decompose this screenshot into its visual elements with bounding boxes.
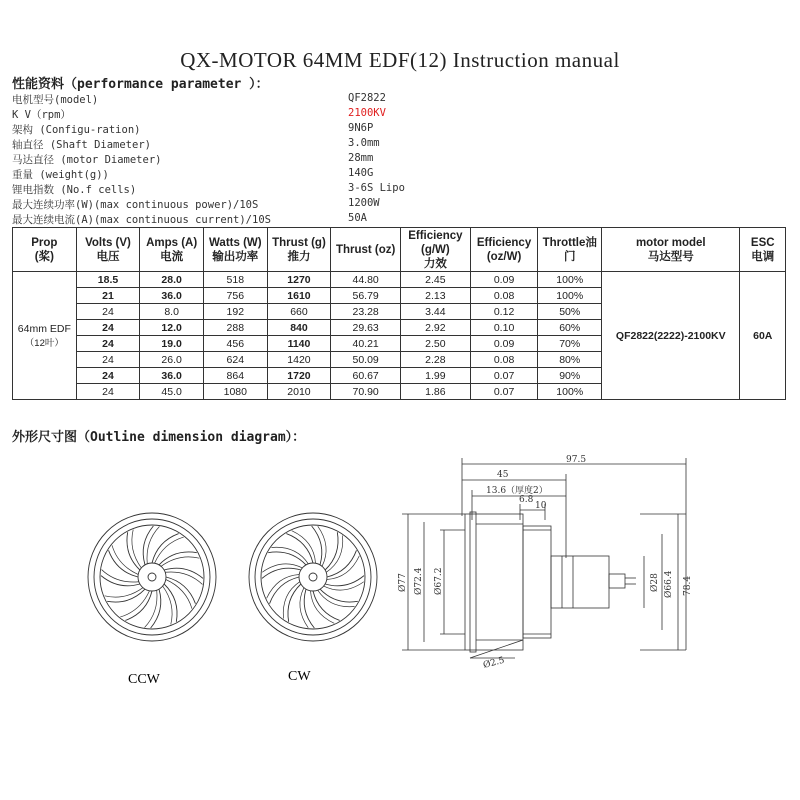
param-value: 1200W — [348, 197, 380, 209]
dim-10: 10 — [535, 501, 547, 511]
dim-77: Ø77 — [398, 573, 408, 592]
column-header-en: ESC — [750, 236, 775, 249]
table-cell-thrust-g: 1720 — [267, 368, 331, 384]
param-value: 2100KV — [348, 107, 386, 119]
fan-blade — [325, 532, 338, 570]
table-cell-amps: 8.0 — [140, 304, 204, 320]
column-header-zh: 马达型号 — [647, 250, 694, 263]
param-label: K V（rpm） — [12, 109, 71, 121]
param-row — [12, 197, 432, 212]
outline-dimension-diagram — [0, 450, 800, 800]
table-cell-thrust-g: 1270 — [267, 272, 331, 288]
param-value: 28mm — [348, 152, 374, 164]
column-header-zh: 输出功率 — [212, 250, 259, 263]
param-value: 3-6S Lipo — [348, 182, 405, 194]
fan-blade — [166, 577, 195, 604]
column-header-en: motor model — [635, 236, 706, 249]
table-cell-eff-oz: 0.08 — [470, 288, 538, 304]
fan-blade — [262, 568, 301, 578]
page-title: QX-MOTOR 64MM EDF(12) Instruction manual — [180, 48, 620, 72]
param-label: 重量 (weight(g)) — [12, 169, 109, 181]
table-cell-thrust-oz: 23.28 — [331, 304, 401, 320]
table-cell-thrust-oz: 40.21 — [331, 336, 401, 352]
dim-72-4: Ø72.4 — [414, 567, 424, 595]
param-label: 马达直径 (motor Diameter) — [12, 154, 162, 166]
table-cell-watts: 518 — [203, 272, 267, 288]
param-row — [12, 122, 432, 137]
column-header — [13, 228, 77, 272]
column-header-zh: 推力 — [287, 250, 311, 263]
param-value: 140G — [348, 167, 374, 179]
column-header-en: Efficiency — [476, 236, 532, 249]
table-cell-thrust-g: 1420 — [267, 352, 331, 368]
table-cell-throttle: 50% — [538, 304, 602, 320]
fan-blade — [304, 589, 314, 628]
param-label: 电机型号(model) — [12, 94, 99, 106]
table-cell-thrust-g: 660 — [267, 304, 331, 320]
column-header-zh: 电压 — [96, 250, 120, 263]
column-header-en: Prop — [31, 236, 58, 249]
table-cell-eff-g: 1.86 — [401, 384, 471, 400]
param-row — [12, 182, 432, 197]
param-row — [12, 92, 432, 107]
table-cell-thrust-g: 2010 — [267, 384, 331, 400]
column-header — [331, 228, 401, 272]
column-header — [76, 228, 140, 272]
table-cell-throttle: 60% — [538, 320, 602, 336]
param-value: QF2822 — [348, 92, 386, 104]
fan-blade — [313, 591, 340, 620]
dim-66-4: Ø66.4 — [664, 570, 674, 598]
table-cell-amps: 26.0 — [140, 352, 204, 368]
column-header-en: Thrust (g) — [272, 236, 326, 249]
fan-blade — [270, 577, 299, 604]
esc-cell: 60A — [740, 272, 786, 400]
table-cell-eff-oz: 0.10 — [470, 320, 538, 336]
table-cell-throttle: 80% — [538, 352, 602, 368]
param-value: 9N6P — [348, 122, 374, 134]
param-label: 轴直径 (Shaft Diameter) — [12, 139, 151, 151]
column-header-en: Efficiency — [408, 229, 463, 242]
table-cell-throttle: 90% — [538, 368, 602, 384]
table-cell-eff-g: 3.44 — [401, 304, 471, 320]
table-cell-eff-oz: 0.12 — [470, 304, 538, 320]
param-row — [12, 212, 432, 227]
column-header-zh: 电调 — [751, 250, 775, 263]
dim-13-6: 13.6（厚度2） — [486, 486, 548, 496]
column-header-zh: (桨) — [34, 250, 54, 263]
ccw-fan-drawing — [88, 513, 216, 641]
table-cell-throttle: 100% — [538, 288, 602, 304]
table-cell-volts: 21 — [76, 288, 140, 304]
param-row — [12, 107, 432, 122]
table-cell-eff-oz: 0.07 — [470, 368, 538, 384]
table-cell-eff-oz: 0.09 — [470, 272, 538, 288]
column-header — [538, 228, 602, 272]
table-cell-thrust-g: 1610 — [267, 288, 331, 304]
table-cell-eff-oz: 0.08 — [470, 352, 538, 368]
table-cell-thrust-g: 1140 — [267, 336, 331, 352]
param-value: 50A — [348, 212, 367, 224]
performance-table — [12, 227, 786, 400]
table-cell-watts: 456 — [203, 336, 267, 352]
table-cell-thrust-g: 840 — [267, 320, 331, 336]
table-cell-thrust-oz: 56.79 — [331, 288, 401, 304]
table-cell-amps: 19.0 — [140, 336, 204, 352]
table-cell-thrust-oz: 44.80 — [331, 272, 401, 288]
column-header-en: Volts (V) — [85, 236, 131, 249]
param-value: 3.0mm — [348, 137, 380, 149]
outline-heading: 外形尺寸图（Outline dimension diagram）： — [12, 430, 306, 445]
table-cell-volts: 18.5 — [76, 272, 140, 288]
column-header — [470, 228, 538, 272]
table-cell-volts: 24 — [76, 368, 140, 384]
table-cell-thrust-oz: 29.63 — [331, 320, 401, 336]
table-cell-volts: 24 — [76, 320, 140, 336]
performance-heading: 性能资料（performance parameter ）： — [12, 77, 269, 92]
table-cell-eff-g: 2.45 — [401, 272, 471, 288]
dim-97-5: 97.5 — [566, 455, 587, 465]
table-cell-eff-g: 2.50 — [401, 336, 471, 352]
table-cell-volts: 24 — [76, 384, 140, 400]
table-cell-watts: 864 — [203, 368, 267, 384]
table-cell-amps: 36.0 — [140, 368, 204, 384]
column-header — [401, 228, 471, 272]
motor-model-cell: QF2822(2222)-2100KV — [602, 272, 740, 400]
dim-6-8: 6.8 — [519, 495, 534, 505]
fan-blade — [325, 576, 364, 586]
table-cell-eff-g: 2.92 — [401, 320, 471, 336]
table-cell-eff-g: 1.99 — [401, 368, 471, 384]
prop-blades: （12叶） — [24, 337, 64, 349]
table-cell-throttle: 70% — [538, 336, 602, 352]
column-header — [140, 228, 204, 272]
column-header-zh: 力效 — [423, 257, 447, 270]
param-row — [12, 152, 432, 167]
param-row — [12, 137, 432, 152]
table-cell-amps: 28.0 — [140, 272, 204, 288]
ccw-label: CCW — [128, 672, 160, 687]
fan-blade — [125, 591, 152, 620]
column-header-en: Thrust (oz) — [335, 243, 396, 256]
fan-blade — [320, 589, 358, 602]
fan-blade — [286, 534, 313, 563]
table-cell-throttle: 100% — [538, 384, 602, 400]
dim-2-5: Ø2.5 — [482, 655, 506, 671]
prop-name: 64mm EDF — [17, 322, 71, 335]
column-header-en: Amps (A) — [146, 236, 198, 249]
table-cell-watts: 1080 — [203, 384, 267, 400]
cw-fan-drawing — [249, 513, 377, 641]
column-header — [267, 228, 331, 272]
table-cell-eff-oz: 0.07 — [470, 384, 538, 400]
table-cell-eff-g: 2.28 — [401, 352, 471, 368]
table-cell-thrust-oz: 50.09 — [331, 352, 401, 368]
param-row — [12, 167, 432, 182]
table-cell-watts: 624 — [203, 352, 267, 368]
column-header-en: Watts (W) — [209, 236, 262, 249]
table-cell-throttle: 100% — [538, 272, 602, 288]
table-cell-thrust-oz: 70.90 — [331, 384, 401, 400]
table-cell-volts: 24 — [76, 352, 140, 368]
fan-blade — [312, 526, 322, 565]
table-cell-eff-g: 2.13 — [401, 288, 471, 304]
table-cell-eff-oz: 0.09 — [470, 336, 538, 352]
table-cell-volts: 24 — [76, 304, 140, 320]
cw-label: CW — [288, 669, 311, 684]
parameter-list — [12, 92, 432, 227]
table-row — [13, 272, 786, 288]
prop-cell — [13, 272, 77, 400]
column-header-zh: (g/W) — [420, 243, 450, 256]
fan-blade — [152, 534, 179, 563]
dim-78-4: 78.4 — [683, 575, 693, 596]
param-label: 最大连续功率(W)(max continuous power)/10S — [12, 199, 259, 211]
param-label: 最大连续电流(A)(max continuous current)/10S — [12, 214, 271, 226]
table-cell-thrust-oz: 60.67 — [331, 368, 401, 384]
table-cell-watts: 288 — [203, 320, 267, 336]
column-header — [203, 228, 267, 272]
fan-blade — [288, 584, 301, 622]
column-header-zh: 电流 — [160, 250, 184, 263]
dim-28: Ø28 — [650, 573, 660, 592]
fan-blade — [109, 550, 138, 577]
column-header — [740, 228, 786, 272]
table-cell-volts: 24 — [76, 336, 140, 352]
dim-67-2: Ø67.2 — [434, 567, 444, 595]
table-cell-amps: 45.0 — [140, 384, 204, 400]
fan-blade — [268, 552, 306, 565]
fan-blade — [327, 550, 356, 577]
table-cell-amps: 36.0 — [140, 288, 204, 304]
column-header — [602, 228, 740, 272]
table-header-row — [13, 228, 786, 272]
table-cell-amps: 12.0 — [140, 320, 204, 336]
param-label: 架构 (Configu-ration) — [12, 124, 141, 136]
column-header-en: Throttle油 — [542, 236, 597, 249]
table-cell-watts: 756 — [203, 288, 267, 304]
dim-45: 45 — [497, 470, 509, 480]
column-header-zh: 门 — [563, 250, 576, 263]
param-label: 锂电指数 (No.f cells) — [12, 184, 137, 196]
table-cell-watts: 192 — [203, 304, 267, 320]
column-header-zh: (oz/W) — [486, 250, 522, 263]
